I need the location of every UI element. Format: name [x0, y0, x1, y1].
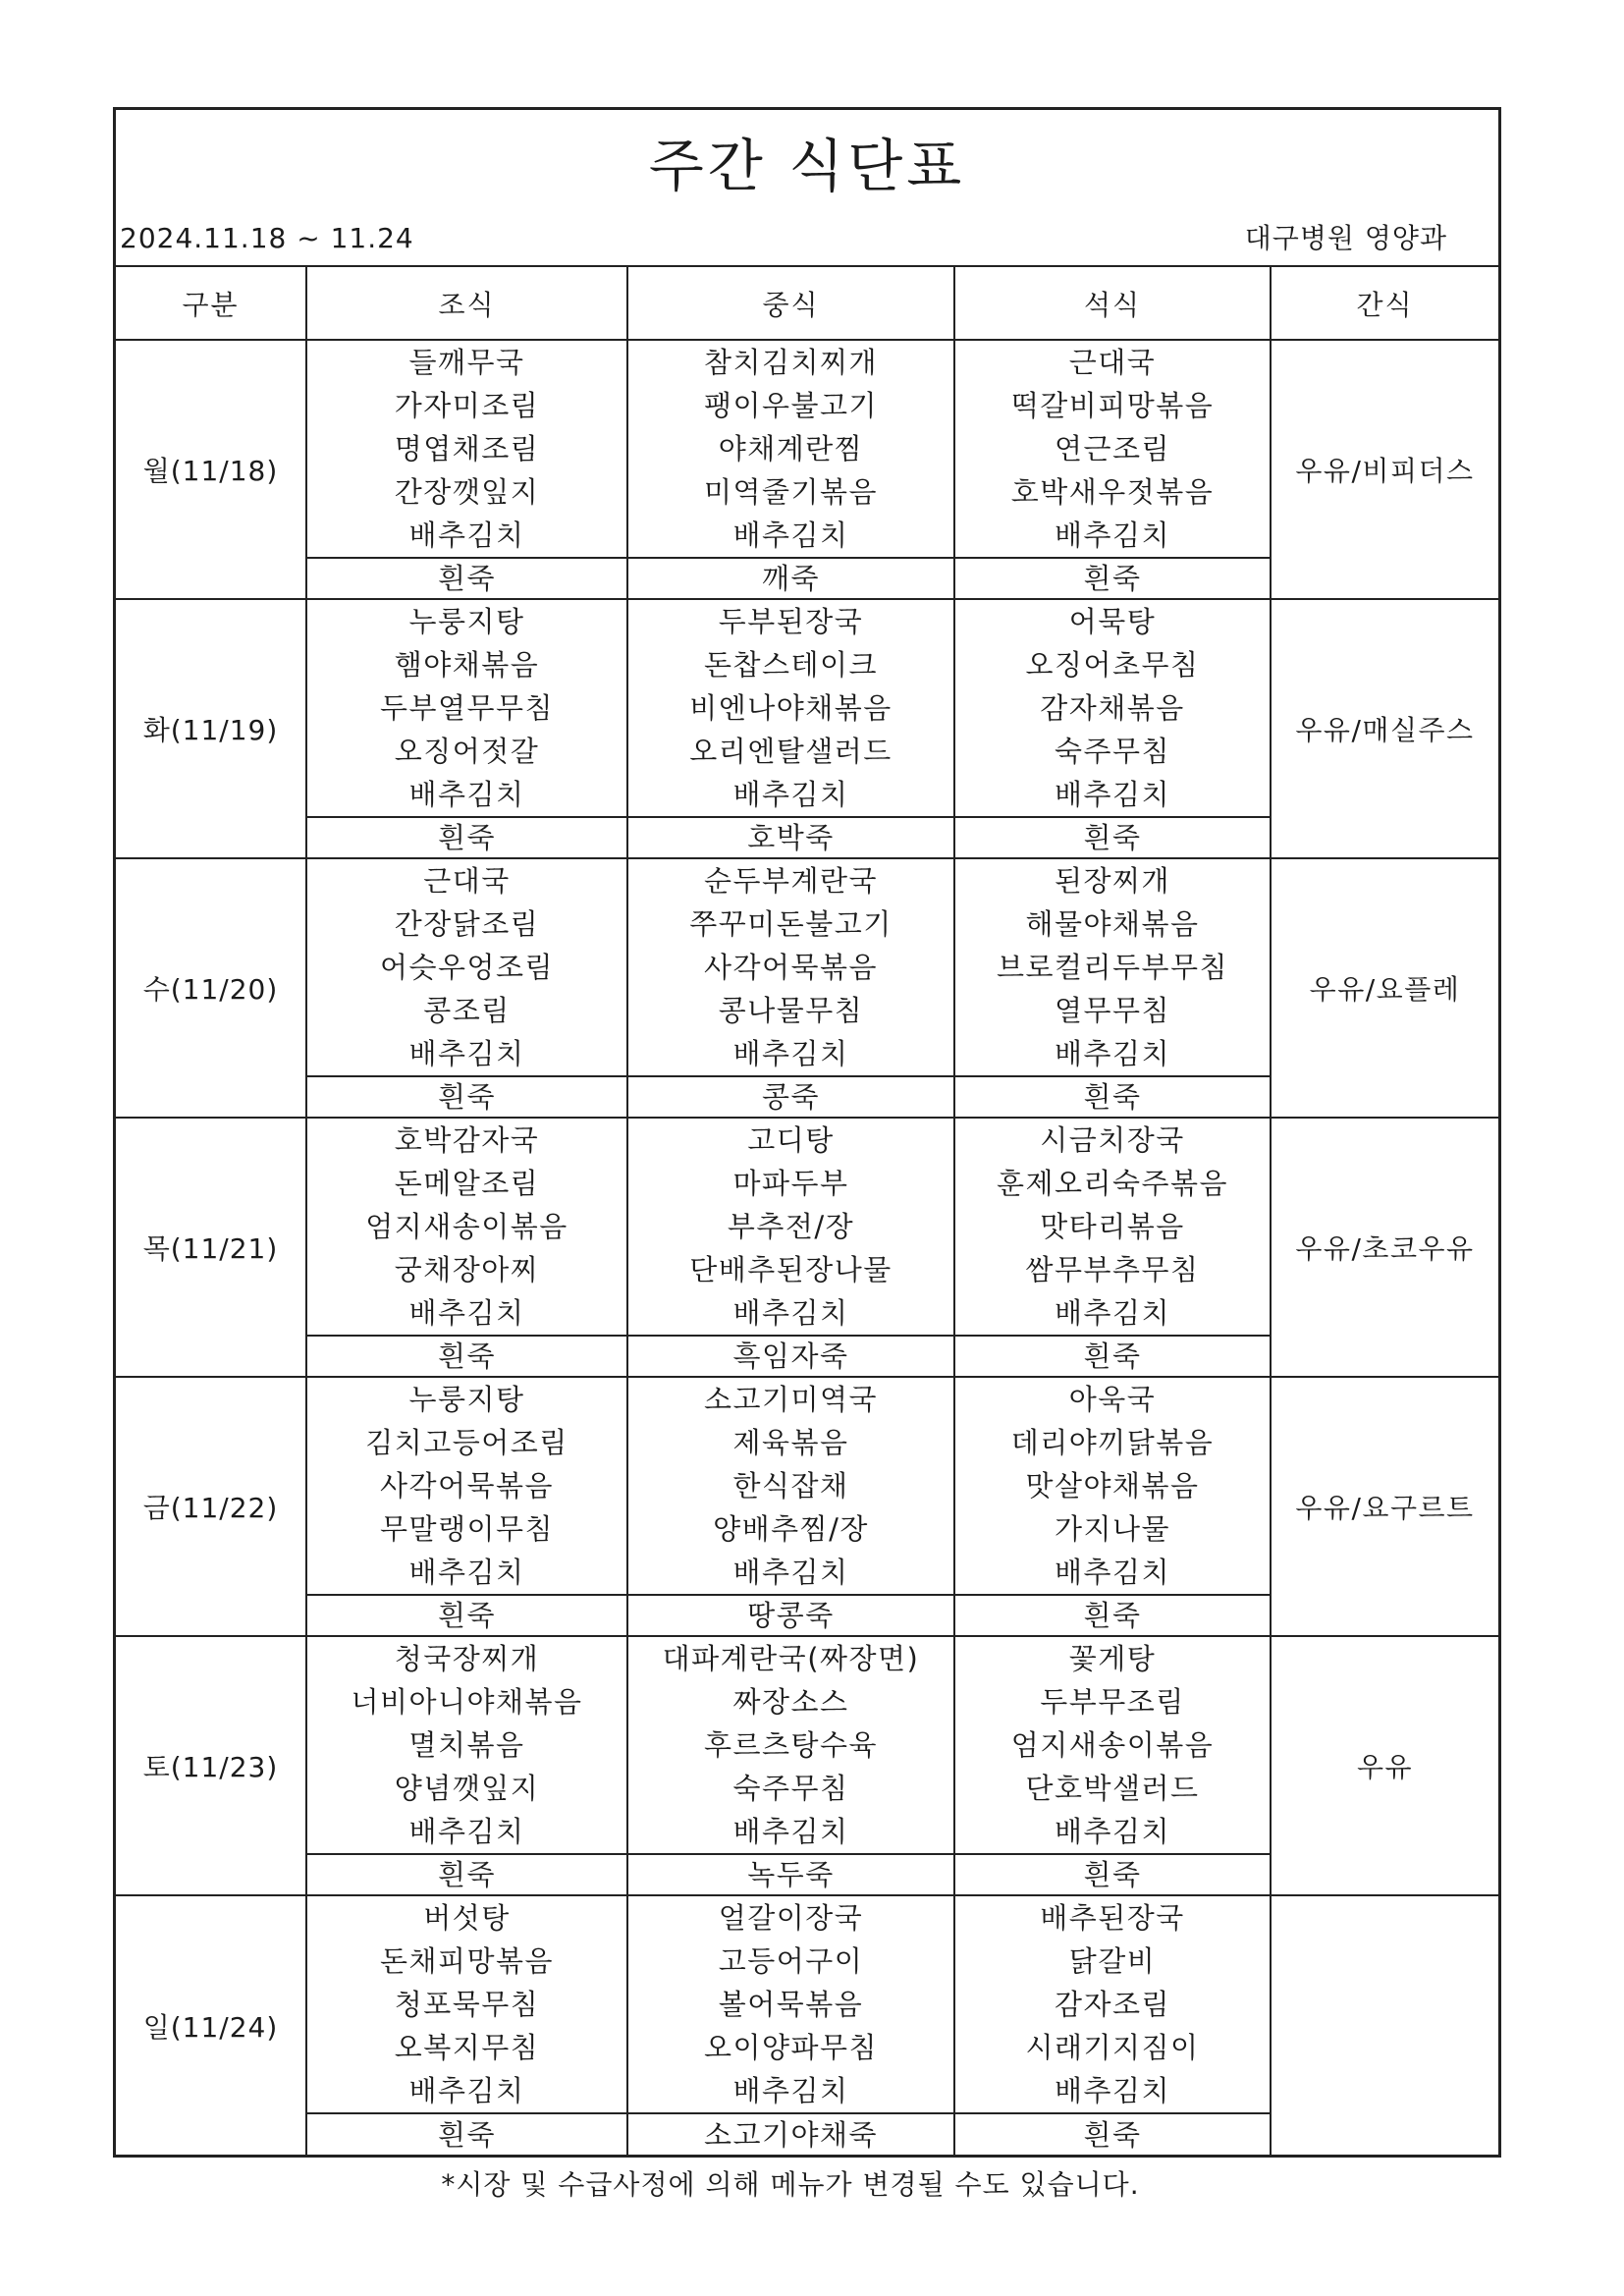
footnote: *시장 및 수급사정에 의해 메뉴가 변경될 수도 있습니다. [441, 2168, 1140, 2201]
lunch-dish: 고디탕 [747, 1123, 835, 1157]
dinner-menu-cell [954, 1118, 1271, 1336]
lunch-dish: 얼갈이장국 [718, 1901, 864, 1935]
day-label: 일(11/24) [116, 1895, 306, 2155]
dinner-dish: 시래기지짐이 [1025, 2031, 1200, 2064]
dinner-menu-cell [954, 599, 1271, 817]
day-label: 목(11/21) [116, 1118, 306, 1377]
snack-cell: 우유/초코우유 [1271, 1118, 1498, 1377]
lunch-porridge: 흑임자죽 [627, 1336, 954, 1377]
dinner-menu-cell [954, 1636, 1271, 1854]
breakfast-dish: 콩조림 [423, 994, 511, 1027]
dinner-dish: 배추김치 [1054, 1296, 1171, 1330]
lunch-menu-cell [627, 599, 954, 817]
lunch-porridge: 녹두죽 [627, 1854, 954, 1895]
lunch-dish: 야채계란찜 [718, 432, 864, 465]
breakfast-dish: 간장깻잎지 [394, 475, 540, 509]
breakfast-dish: 사각어묵볶음 [379, 1469, 555, 1503]
breakfast-menu-cell [306, 340, 627, 558]
table-row [116, 599, 1498, 817]
dinner-dish: 근대국 [1068, 346, 1157, 379]
lunch-dish: 한식잡채 [732, 1469, 849, 1503]
breakfast-porridge: 흰죽 [306, 2113, 627, 2155]
lunch-menu-cell [627, 340, 954, 558]
breakfast-dish: 근대국 [423, 864, 511, 898]
day-label: 월(11/18) [116, 340, 306, 599]
breakfast-dish: 돈메알조림 [394, 1167, 540, 1200]
breakfast-porridge: 흰죽 [306, 1076, 627, 1118]
breakfast-dish: 배추김치 [408, 1296, 525, 1330]
breakfast-dish: 오징어젓갈 [394, 735, 540, 768]
dinner-menu-cell [954, 858, 1271, 1076]
lunch-dish: 부추전/장 [727, 1210, 855, 1243]
dinner-dish: 맛타리볶음 [1040, 1210, 1185, 1243]
dinner-dish: 된장찌개 [1054, 864, 1171, 898]
dinner-dish: 시금치장국 [1040, 1123, 1185, 1157]
header-lunch: 중식 [627, 267, 954, 340]
breakfast-dish: 너비아니야채볶음 [351, 1685, 583, 1719]
lunch-menu-cell [627, 858, 954, 1076]
dinner-dish: 아욱국 [1068, 1383, 1157, 1416]
day-label: 토(11/23) [116, 1636, 306, 1895]
lunch-dish: 배추김치 [732, 778, 849, 811]
organization-name: 대구병원 영양과 [1244, 222, 1447, 254]
lunch-dish: 양배추찜/장 [713, 1512, 869, 1546]
dinner-porridge: 흰죽 [954, 558, 1271, 599]
breakfast-dish: 누룽지탕 [408, 1383, 525, 1416]
day-label: 화(11/19) [116, 599, 306, 858]
breakfast-dish: 배추김치 [408, 1556, 525, 1589]
day-label: 수(11/20) [116, 858, 306, 1118]
breakfast-dish: 어슷우엉조림 [379, 951, 555, 984]
breakfast-dish: 들깨무국 [408, 346, 525, 379]
lunch-porridge: 호박죽 [627, 817, 954, 858]
dinner-menu-cell [954, 340, 1271, 558]
breakfast-dish: 엄지새송이볶음 [365, 1210, 568, 1243]
dinner-menu-cell [954, 1377, 1271, 1595]
dinner-dish: 숙주무침 [1054, 735, 1171, 768]
dinner-dish: 단호박샐러드 [1025, 1772, 1200, 1805]
lunch-dish: 제육볶음 [732, 1426, 849, 1459]
breakfast-dish: 무말랭이무침 [379, 1512, 555, 1546]
dinner-dish: 떡갈비피망볶음 [1010, 389, 1215, 422]
table-row [116, 340, 1498, 558]
lunch-dish: 쭈꾸미돈불고기 [689, 907, 893, 941]
lunch-dish: 배추김치 [732, 2074, 849, 2107]
dinner-dish: 오징어초무침 [1025, 648, 1200, 682]
lunch-porridge: 소고기야채죽 [627, 2113, 954, 2155]
dinner-dish: 브로컬리두부무침 [996, 951, 1229, 984]
dinner-dish: 해물야채볶음 [1025, 907, 1200, 941]
lunch-porridge: 콩죽 [627, 1076, 954, 1118]
menu-header [116, 110, 1498, 267]
lunch-dish: 짜장소스 [732, 1685, 849, 1719]
lunch-dish: 참치김치찌개 [703, 346, 879, 379]
dinner-dish: 배추김치 [1054, 1815, 1171, 1848]
dinner-dish: 엄지새송이볶음 [1010, 1728, 1215, 1762]
dinner-dish: 배추김치 [1054, 2074, 1171, 2107]
breakfast-dish: 청국장찌개 [394, 1642, 540, 1675]
dinner-dish: 데리야끼닭볶음 [1010, 1426, 1215, 1459]
breakfast-porridge: 흰죽 [306, 1854, 627, 1895]
lunch-dish: 오이양파무침 [703, 2031, 879, 2064]
lunch-dish: 마파두부 [732, 1167, 849, 1200]
dinner-porridge: 흰죽 [954, 1076, 1271, 1118]
dinner-dish: 배추김치 [1054, 1037, 1171, 1070]
lunch-dish: 비엔나야채볶음 [689, 691, 893, 725]
lunch-dish: 배추김치 [732, 1037, 849, 1070]
header-day: 구분 [116, 267, 306, 340]
lunch-dish: 후르츠탕수육 [703, 1728, 879, 1762]
lunch-menu-cell [627, 1118, 954, 1336]
dinner-dish: 감자조림 [1054, 1988, 1171, 2021]
breakfast-menu-cell [306, 1377, 627, 1595]
dinner-porridge: 흰죽 [954, 1595, 1271, 1636]
snack-cell: 우유/비피더스 [1271, 340, 1498, 599]
lunch-porridge: 깨죽 [627, 558, 954, 599]
dinner-porridge: 흰죽 [954, 817, 1271, 858]
dinner-dish: 쌈무부추무침 [1025, 1253, 1200, 1286]
breakfast-menu-cell [306, 858, 627, 1076]
lunch-menu-cell [627, 1895, 954, 2113]
snack-cell: 우유/요플레 [1271, 858, 1498, 1118]
dinner-dish: 연근조림 [1054, 432, 1171, 465]
breakfast-dish: 양념깻잎지 [394, 1772, 540, 1805]
page-title: 주간 식단표 [648, 133, 966, 199]
lunch-dish: 팽이우불고기 [703, 389, 879, 422]
menu-table [116, 267, 1498, 2155]
lunch-dish: 숙주무침 [732, 1772, 849, 1805]
breakfast-dish: 배추김치 [408, 778, 525, 811]
lunch-dish: 배추김치 [732, 519, 849, 552]
table-row [116, 1895, 1498, 2113]
breakfast-dish: 돈채피망볶음 [379, 1944, 555, 1978]
lunch-dish: 돈찹스테이크 [703, 648, 879, 682]
lunch-dish: 사각어묵볶음 [703, 951, 879, 984]
lunch-dish: 두부된장국 [718, 605, 864, 638]
snack-cell: 우유/매실주스 [1271, 599, 1498, 858]
dinner-porridge: 흰죽 [954, 1854, 1271, 1895]
breakfast-dish: 햄야채볶음 [394, 648, 540, 682]
menu-period: 2024.11.18 ~ 11.24 [120, 222, 414, 254]
breakfast-dish: 호박감자국 [394, 1123, 540, 1157]
lunch-dish: 배추김치 [732, 1556, 849, 1589]
lunch-dish: 배추김치 [732, 1296, 849, 1330]
lunch-dish: 순두부계란국 [703, 864, 879, 898]
breakfast-dish: 멸치볶음 [408, 1728, 525, 1762]
breakfast-dish: 궁채장아찌 [394, 1253, 540, 1286]
breakfast-dish: 두부열무무침 [379, 691, 555, 725]
breakfast-dish: 배추김치 [408, 2074, 525, 2107]
lunch-porridge: 땅콩죽 [627, 1595, 954, 1636]
table-header-row [116, 267, 1498, 340]
dinner-dish: 호박새우젓볶음 [1010, 475, 1215, 509]
table-row [116, 1118, 1498, 1336]
day-label: 금(11/22) [116, 1377, 306, 1636]
dinner-dish: 배추김치 [1054, 519, 1171, 552]
breakfast-porridge: 흰죽 [306, 817, 627, 858]
snack-cell [1271, 1895, 1498, 2155]
breakfast-dish: 명엽채조림 [394, 432, 540, 465]
dinner-dish: 열무무침 [1054, 994, 1171, 1027]
breakfast-menu-cell [306, 1895, 627, 2113]
breakfast-porridge: 흰죽 [306, 558, 627, 599]
breakfast-dish: 오복지무침 [394, 2031, 540, 2064]
breakfast-menu-cell [306, 599, 627, 817]
dinner-dish: 닭갈비 [1068, 1944, 1157, 1978]
menu-frame [113, 107, 1501, 2158]
breakfast-dish: 배추김치 [408, 1815, 525, 1848]
header-breakfast: 조식 [306, 267, 627, 340]
dinner-dish: 배추된장국 [1040, 1901, 1185, 1935]
table-row [116, 858, 1498, 1076]
dinner-menu-cell [954, 1895, 1271, 2113]
breakfast-porridge: 흰죽 [306, 1336, 627, 1377]
lunch-dish: 대파계란국(짜장면) [662, 1642, 920, 1675]
dinner-dish: 맛살야채볶음 [1025, 1469, 1200, 1503]
breakfast-dish: 누룽지탕 [408, 605, 525, 638]
breakfast-porridge: 흰죽 [306, 1595, 627, 1636]
dinner-dish: 배추김치 [1054, 1556, 1171, 1589]
dinner-dish: 감자채볶음 [1040, 691, 1185, 725]
breakfast-dish: 가자미조림 [394, 389, 540, 422]
breakfast-menu-cell [306, 1118, 627, 1336]
breakfast-dish: 배추김치 [408, 519, 525, 552]
header-dinner: 석식 [954, 267, 1271, 340]
lunch-dish: 단배추된장나물 [689, 1253, 893, 1286]
dinner-porridge: 흰죽 [954, 2113, 1271, 2155]
dinner-porridge: 흰죽 [954, 1336, 1271, 1377]
lunch-dish: 미역줄기볶음 [703, 475, 879, 509]
dinner-dish: 배추김치 [1054, 778, 1171, 811]
lunch-menu-cell [627, 1636, 954, 1854]
lunch-menu-cell [627, 1377, 954, 1595]
lunch-dish: 볼어묵볶음 [718, 1988, 864, 2021]
breakfast-dish: 청포묵무침 [394, 1988, 540, 2021]
breakfast-menu-cell [306, 1636, 627, 1854]
lunch-dish: 콩나물무침 [718, 994, 864, 1027]
lunch-dish: 오리엔탈샐러드 [689, 735, 893, 768]
snack-cell: 우유 [1271, 1636, 1498, 1895]
breakfast-dish: 배추김치 [408, 1037, 525, 1070]
lunch-dish: 배추김치 [732, 1815, 849, 1848]
dinner-dish: 꽃게탕 [1068, 1642, 1157, 1675]
header-snack: 간식 [1271, 267, 1498, 340]
breakfast-dish: 김치고등어조림 [365, 1426, 568, 1459]
breakfast-dish: 버섯탕 [423, 1901, 511, 1935]
dinner-dish: 두부무조림 [1040, 1685, 1185, 1719]
dinner-dish: 어묵탕 [1068, 605, 1157, 638]
lunch-dish: 소고기미역국 [703, 1383, 879, 1416]
dinner-dish: 가지나물 [1054, 1512, 1171, 1546]
table-row [116, 1636, 1498, 1854]
lunch-dish: 고등어구이 [718, 1944, 864, 1978]
breakfast-dish: 간장닭조림 [394, 907, 540, 941]
snack-cell: 우유/요구르트 [1271, 1377, 1498, 1636]
table-row [116, 1377, 1498, 1595]
dinner-dish: 훈제오리숙주볶음 [996, 1167, 1229, 1200]
